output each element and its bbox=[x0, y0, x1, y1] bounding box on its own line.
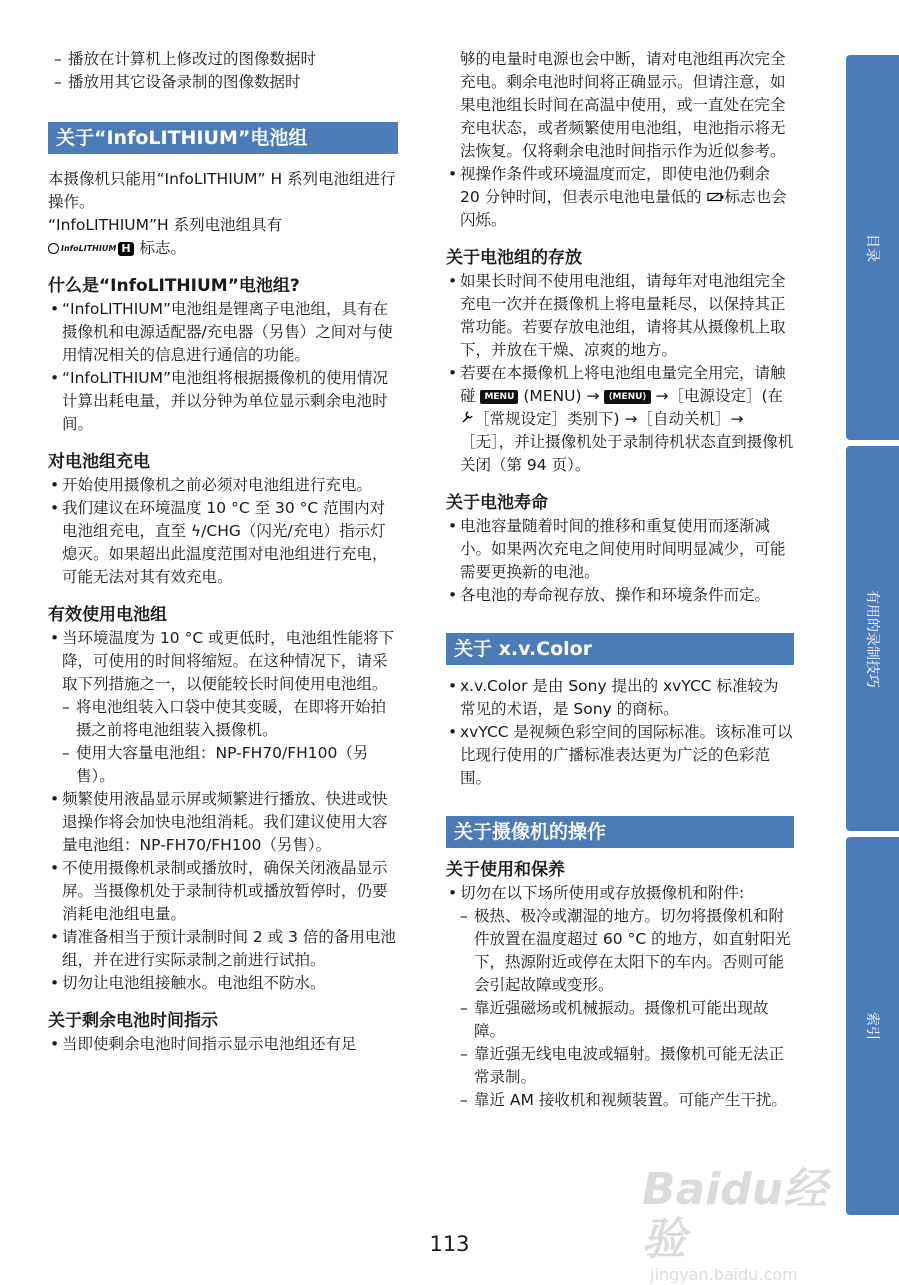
list-item: • 如果长时间不使用电池组，请每年对电池组完全充电一次并在摄像机上将电量耗尽，以保持其正常功能。若要存放电池组，请将其从摄像机上取下，并放在干燥、凉爽的地方。 bbox=[446, 270, 794, 362]
list bbox=[48, 298, 398, 436]
list-item: • 当即使剩余电池时间指示显示电池组还有足 bbox=[48, 1033, 398, 1056]
section-header-xvcolor: 关于 x.v.Color bbox=[446, 633, 794, 665]
list-item: • 请准备相当于预计录制时间 2 或 3 倍的备用电池组，并在进行实际录制之前进行试拍。 bbox=[48, 926, 398, 972]
tab-index[interactable]: 索引 bbox=[846, 837, 899, 1215]
left-column bbox=[48, 48, 398, 1056]
list bbox=[48, 474, 398, 589]
list bbox=[446, 163, 794, 232]
heading-life: 关于电池寿命 bbox=[446, 493, 548, 513]
list-item: • 当环境温度为 10 °C 或更低时，电池组性能将下降，可使用的时间将缩短。在这种情况下，请采取下列措施之一，以便能较长时间使用电池组。 bbox=[48, 627, 398, 696]
heading-effective: 有效使用电池组 bbox=[48, 605, 167, 625]
list-sub-item: – 靠近强无线电电波或辐射。摄像机可能无法正常录制。 bbox=[446, 1043, 794, 1089]
list-item: • 各电池的寿命视存放、操作和环境条件而定。 bbox=[446, 584, 794, 607]
list-sub-item: – 将电池组装入口袋中使其变暖，在即将开始拍摄之前将电池组装入摄像机。 bbox=[48, 696, 398, 742]
list-item: • 若要在本摄像机上将电池组电量完全用完，请触碰 MENU (MENU) → ⟨MENU⟩ →［电源设定］(在 ［常规设定］类别下) →［自动关机］→［无］，并让摄像机处于录制待机状态直到摄像机关闭（第 94 页）。 bbox=[446, 362, 794, 477]
intro-text: 本摄像机只能用“InfoLITHIUM” H 系列电池组进行操作。 bbox=[48, 170, 396, 211]
watermark-url: jingyan.baidu.com bbox=[650, 1265, 798, 1284]
list-item: • 频繁使用液晶显示屏或频繁进行播放、快进或快退操作将会加快电池组消耗。我们建议使用大容量电池组：NP-FH70/FH100（另售）。 bbox=[48, 788, 398, 857]
list-item: • 我们建议在环境温度 10 °C 至 30 °C 范围内对电池组充电，直至 ϟ/CHG（闪光/充电）指示灯熄灭。如果超出此温度范围对电池组进行充电，可能无法对其有效充电。 bbox=[48, 497, 398, 589]
list-item: • xvYCC 是视频色彩空间的国际标准。该标准可以比现行使用的广播标准表达更为广泛的色彩范围。 bbox=[446, 721, 794, 790]
list-item: • 不使用摄像机录制或播放时，确保关闭液晶显示屏。当摄像机处于录制待机或播放暂停时，仍要消耗电池组电量。 bbox=[48, 857, 398, 926]
heading-storage: 关于电池组的存放 bbox=[446, 248, 582, 268]
tab-tips[interactable]: 有用的录制技巧 bbox=[846, 446, 899, 831]
menu-tab-icon: ⟨MENU⟩ bbox=[604, 390, 650, 404]
dash-item: – 播放在计算机上修改过的图像数据时 bbox=[48, 48, 398, 71]
section-header-operation: 关于摄像机的操作 bbox=[446, 816, 794, 848]
heading-remaining: 关于剩余电池时间指示 bbox=[48, 1011, 218, 1031]
list-item: • 切勿让电池组接触水。电池组不防水。 bbox=[48, 972, 398, 995]
battery-low-icon bbox=[707, 186, 725, 209]
infolithium-logo-icon: InfoLITHIUM H bbox=[48, 237, 134, 260]
dash-item: – 播放用其它设备录制的图像数据时 bbox=[48, 71, 398, 94]
list-sub-item: – 靠近 AM 接收机和视频装置。可能产生干扰。 bbox=[446, 1089, 794, 1112]
list bbox=[48, 627, 398, 995]
list-item: • “InfoLITHIUM”电池组是锂离子电池组，具有在摄像机和电源适配器/充电器（另售）之间对与使用情况相关的信息进行通信的功能。 bbox=[48, 298, 398, 367]
section-header-infolithium: 关于“InfoLITHIUM”电池组 bbox=[48, 122, 398, 154]
intro-text: 标志。 bbox=[139, 239, 187, 257]
heading-care: 关于使用和保养 bbox=[446, 860, 565, 880]
list bbox=[446, 882, 794, 1112]
list-item: • 视操作条件或环境温度而定，即使电池仍剩余 20 分钟时间，但表示电池电量低的 标志也会闪烁。 bbox=[446, 163, 794, 232]
list bbox=[48, 1033, 398, 1056]
baidu-watermark bbox=[642, 1164, 857, 1284]
heading-charge: 对电池组充电 bbox=[48, 452, 150, 472]
list-item: • 切勿在以下场所使用或存放摄像机和附件: bbox=[446, 882, 794, 905]
tab-toc[interactable]: 目录 bbox=[846, 55, 899, 440]
page-number: 113 bbox=[429, 1232, 470, 1256]
continued-text: 够的电量时电源也会中断，请对电池组再次完全充电。剩余电池时间将正确显示。但请注意，如果电池组长时间在高温中使用，或一直处在完全充电状态，或者频繁使用电池组，电池指示将无法恢复。仅将剩余电池时间指示作为近似参考。 bbox=[460, 50, 786, 160]
intro-text: “InfoLITHIUM”H 系列电池组具有 bbox=[48, 216, 283, 234]
list-item: • “InfoLITHIUM”电池组将根据摄像机的使用情况计算出耗电量，并以分钟为单位显示剩余电池时间。 bbox=[48, 367, 398, 436]
list-item: • 电池容量随着时间的推移和重复使用而逐渐减小。如果两次充电之间使用时间明显减少，可能需要更换新的电池。 bbox=[446, 515, 794, 584]
list-item: • x.v.Color 是由 Sony 提出的 xvYCC 标准较为常见的术语，是 Sony 的商标。 bbox=[446, 675, 794, 721]
wrench-icon bbox=[460, 408, 474, 431]
list-item: • 开始使用摄像机之前必须对电池组进行充电。 bbox=[48, 474, 398, 497]
list-sub-item: – 使用大容量电池组：NP-FH70/FH100（另售）。 bbox=[48, 742, 398, 788]
right-column bbox=[446, 48, 794, 1112]
menu-button-icon: MENU bbox=[480, 390, 518, 404]
list bbox=[446, 515, 794, 607]
heading-what: 什么是“InfoLITHIUM”电池组? bbox=[48, 276, 300, 296]
watermark-brand: Baidu经验 bbox=[642, 1164, 828, 1265]
intro-logo-line bbox=[48, 237, 398, 260]
list-sub-item: – 靠近强磁场或机械振动。摄像机可能出现故障。 bbox=[446, 997, 794, 1043]
list bbox=[446, 270, 794, 477]
list bbox=[446, 675, 794, 790]
list-sub-item: – 极热、极冷或潮湿的地方。切勿将摄像机和附件放置在温度超过 60 °C 的地方，如直射阳光下，热源附近或停在太阳下的车内。否则可能会引起故障或变形。 bbox=[446, 905, 794, 997]
